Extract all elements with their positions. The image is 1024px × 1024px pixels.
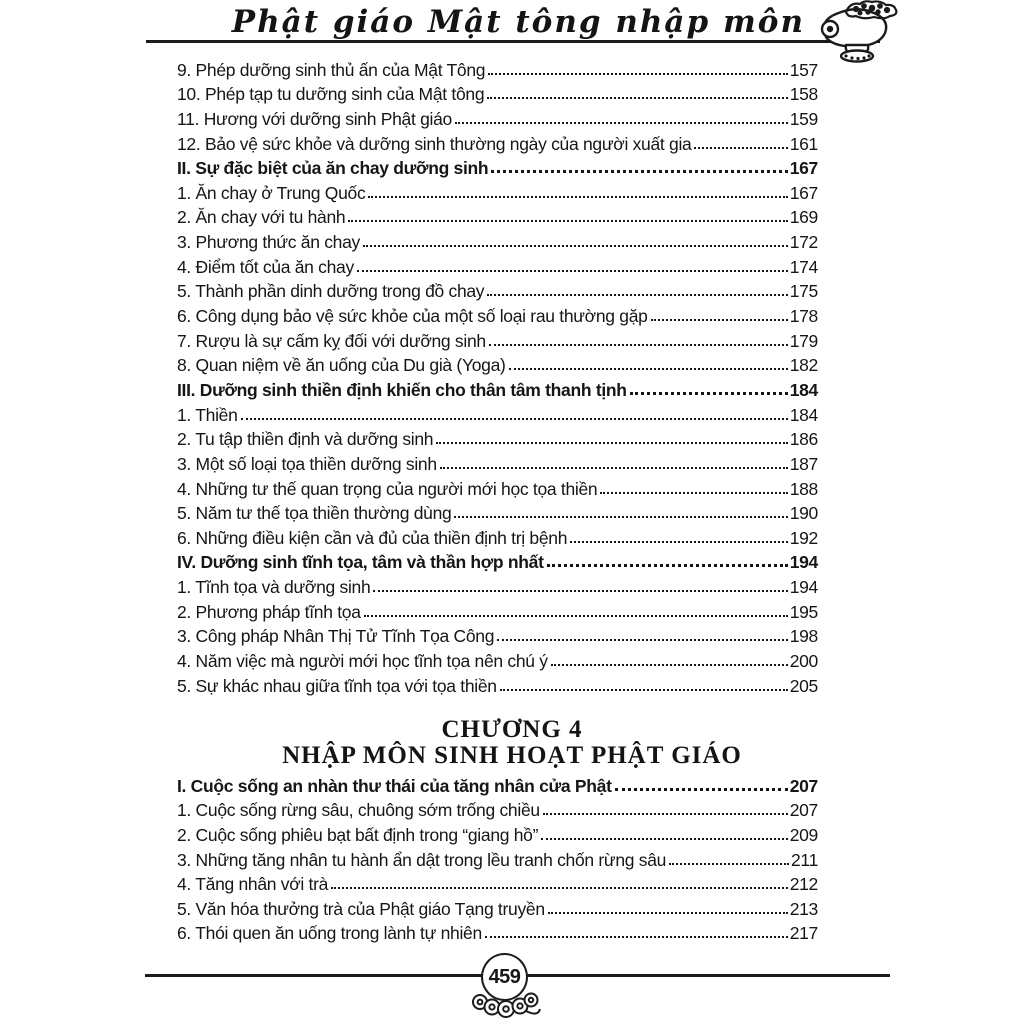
toc-entry-label: 8. Quan niệm về ăn uống của Du già (Yoga)	[177, 355, 506, 376]
toc-entry-label: 6. Công dụng bảo vệ sức khỏe của một số loại rau thường gặp	[177, 306, 648, 327]
toc-entry-label: 7. Rượu là sự cấm kỵ đối với dưỡng sinh	[177, 330, 486, 351]
toc-entry-page: 158	[789, 84, 818, 105]
toc-entry-label: 6. Thói quen ăn uống trong lành tự nhiên	[177, 923, 482, 944]
toc-entry-label: 1. Thiền	[177, 404, 238, 425]
dot-leader	[509, 368, 788, 370]
toc-entry	[177, 845, 818, 870]
toc-entry-page: 213	[789, 898, 818, 919]
toc-entry	[177, 597, 818, 622]
toc-entry-label: 2. Ăn chay với tu hành	[177, 207, 346, 228]
toc-entry-label: I. Cuộc sống an nhàn thư thái của tăng nhân cửa Phật	[177, 775, 612, 796]
dot-leader	[487, 294, 787, 296]
dot-leader	[497, 639, 788, 641]
toc-entry	[177, 499, 818, 524]
toc-entry	[177, 622, 818, 647]
toc-entry-page: 209	[789, 824, 818, 845]
dot-leader	[600, 492, 787, 494]
dot-leader	[331, 887, 788, 889]
toc-entry-page: 167	[789, 182, 818, 203]
toc-entry-label: III. Dưỡng sinh thiền định khiến cho thân tâm thanh tịnh	[177, 379, 627, 400]
dot-leader	[368, 196, 787, 198]
toc-entry-page: 178	[789, 306, 818, 327]
dot-leader	[357, 270, 788, 272]
dot-leader	[363, 245, 788, 247]
dot-leader	[440, 467, 788, 469]
toc-entry-label: II. Sự đặc biệt của ăn chay dưỡng sinh	[177, 158, 489, 179]
toc-entry-page: 184	[789, 404, 818, 425]
toc-entry-page: 169	[789, 207, 818, 228]
toc-entry-label: 2. Phương pháp tĩnh tọa	[177, 601, 361, 622]
toc-entry-page: 212	[789, 874, 818, 895]
dot-leader	[547, 564, 788, 567]
toc-entry	[177, 449, 818, 474]
toc-entry-page: 194	[789, 552, 818, 573]
toc-entry-label: 9. Phép dưỡng sinh thủ ấn của Mật Tông	[177, 59, 486, 80]
toc-entry-label: 1. Tĩnh tọa và dưỡng sinh	[177, 577, 371, 598]
dot-leader	[373, 590, 787, 592]
toc-entry-page: 195	[789, 601, 818, 622]
toc-entry-label: 4. Năm việc mà người mới học tĩnh tọa nên chú ý	[177, 651, 548, 672]
toc-entry	[177, 129, 818, 154]
toc-entry	[177, 80, 818, 105]
toc-entry-label: 4. Tăng nhân với trà	[177, 874, 329, 895]
toc-entry	[177, 203, 818, 228]
toc-entry-page: 186	[789, 429, 818, 450]
toc-entry	[177, 301, 818, 326]
dot-leader	[488, 73, 787, 75]
dot-leader	[491, 170, 787, 173]
toc-entry	[177, 252, 818, 277]
dot-leader	[548, 912, 788, 914]
toc-entry-page: 184	[789, 379, 818, 400]
toc-entry	[177, 277, 818, 302]
toc-entry-page: 174	[789, 256, 818, 277]
toc-entry-label: 5. Năm tư thế tọa thiền thường dùng	[177, 503, 452, 524]
dot-leader	[551, 664, 788, 666]
chapter-title: NHẬP MÔN SINH HOẠT PHẬT GIÁO	[282, 742, 742, 769]
toc-entry-label: 5. Thành phần dinh dưỡng trong đồ chay	[177, 281, 485, 302]
dot-leader	[570, 541, 788, 543]
dot-leader	[454, 516, 787, 518]
toc-entry-page: 179	[789, 330, 818, 351]
toc-entry-label: 10. Phép tạp tu dưỡng sinh của Mật tông	[177, 84, 485, 105]
toc-entry-page: 207	[789, 775, 818, 796]
toc-entry	[177, 375, 818, 400]
toc-entry-page: 188	[789, 478, 818, 499]
toc-entry	[177, 104, 818, 129]
toc-entry-page: 207	[789, 800, 818, 821]
toc-list-chapter4	[177, 771, 818, 943]
dot-leader	[436, 442, 787, 444]
toc-entry-label: 1. Cuộc sống rừng sâu, chuông sớm trống chiều	[177, 800, 540, 821]
running-head-title: Phật giáo Mật tông nhập môn	[231, 4, 805, 40]
toc-entry	[177, 425, 818, 450]
toc-entry-label: 3. Một số loại tọa thiền dưỡng sinh	[177, 453, 437, 474]
toc-entry	[177, 351, 818, 376]
header-rule	[146, 40, 880, 43]
toc-entry	[177, 523, 818, 548]
dot-leader	[615, 788, 788, 791]
dot-leader	[455, 122, 788, 124]
dot-leader	[241, 418, 788, 420]
toc-entry-label: 11. Hương với dưỡng sinh Phật giáo	[177, 108, 452, 129]
toc-entry	[177, 474, 818, 499]
toc-entry	[177, 671, 818, 696]
toc-entry-page: 198	[789, 626, 818, 647]
wreath-ornament-icon	[468, 991, 542, 1021]
toc-entry-page: 172	[789, 232, 818, 253]
dot-leader	[694, 147, 787, 149]
toc-entry-page: 161	[789, 133, 818, 154]
dot-leader	[500, 689, 788, 691]
toc-entry	[177, 55, 818, 80]
toc-entry-label: 6. Những điều kiện cần và đủ của thiền định trị bệnh	[177, 527, 568, 548]
toc-entry	[177, 326, 818, 351]
dot-leader	[485, 936, 788, 938]
toc-entry-page: 200	[789, 651, 818, 672]
toc-entry-label: 5. Sự khác nhau giữa tĩnh tọa với tọa thiền	[177, 675, 497, 696]
dot-leader	[489, 344, 788, 346]
toc-entry-label: 12. Bảo vệ sức khỏe và dưỡng sinh thường ngày của người xuất gia	[177, 133, 692, 154]
toc-entry-page: 167	[789, 158, 818, 179]
toc-list-main	[177, 55, 818, 696]
dot-leader	[630, 392, 788, 395]
toc-entry	[177, 870, 818, 895]
dot-leader	[541, 838, 788, 840]
toc-entry	[177, 919, 818, 944]
toc-entry	[177, 548, 818, 573]
toc-entry-page: 211	[791, 849, 818, 870]
toc-entry-page: 159	[789, 108, 818, 129]
flower-pot-ornament-icon	[812, 0, 900, 66]
toc-entry-label: 4. Những tư thế quan trọng của người mới học tọa thiền	[177, 478, 598, 499]
toc-entry-page: 157	[789, 59, 818, 80]
toc-entry-page: 182	[789, 355, 818, 376]
toc-entry-page: 190	[789, 503, 818, 524]
toc-entry-page: 187	[789, 453, 818, 474]
dot-leader	[348, 220, 787, 222]
toc-entry	[177, 178, 818, 203]
dot-leader	[543, 813, 788, 815]
toc-entry-page: 194	[789, 577, 818, 598]
toc-entry-label: 4. Điểm tốt của ăn chay	[177, 256, 354, 277]
toc-entry	[177, 771, 818, 796]
toc-entry-label: 3. Những tăng nhân tu hành ẩn dật trong lều tranh chốn rừng sâu	[177, 849, 667, 870]
toc-entry-page: 192	[789, 527, 818, 548]
toc-entry-label: 3. Công pháp Nhân Thị Tử Tĩnh Tọa Công	[177, 626, 495, 647]
toc-entry	[177, 796, 818, 821]
chapter-number: CHƯƠNG 4	[441, 716, 583, 743]
dot-leader	[487, 97, 787, 99]
toc-entry-page: 175	[789, 281, 818, 302]
toc-entry-label: 2. Tu tập thiền định và dưỡng sinh	[177, 429, 434, 450]
toc-entry	[177, 227, 818, 252]
page-number: 459	[488, 965, 521, 988]
toc-entry	[177, 894, 818, 919]
chapter-heading	[0, 717, 1024, 769]
dot-leader	[669, 863, 789, 865]
toc-entry-page: 205	[789, 675, 818, 696]
toc-entry	[177, 572, 818, 597]
toc-entry-label: IV. Dưỡng sinh tĩnh tọa, tâm và thần hợp nhất	[177, 552, 544, 573]
toc-entry-label: 3. Phương thức ăn chay	[177, 232, 360, 253]
toc-entry	[177, 820, 818, 845]
dot-leader	[651, 319, 788, 321]
dot-leader	[364, 615, 788, 617]
toc-entry-label: 1. Ăn chay ở Trung Quốc	[177, 182, 366, 203]
toc-entry-page: 217	[789, 923, 818, 944]
toc-entry	[177, 646, 818, 671]
toc-entry-label: 2. Cuộc sống phiêu bạt bất định trong “giang hồ”	[177, 824, 539, 845]
toc-entry	[177, 154, 818, 179]
toc-entry-label: 5. Văn hóa thưởng trà của Phật giáo Tạng truyền	[177, 898, 545, 919]
toc-entry	[177, 400, 818, 425]
